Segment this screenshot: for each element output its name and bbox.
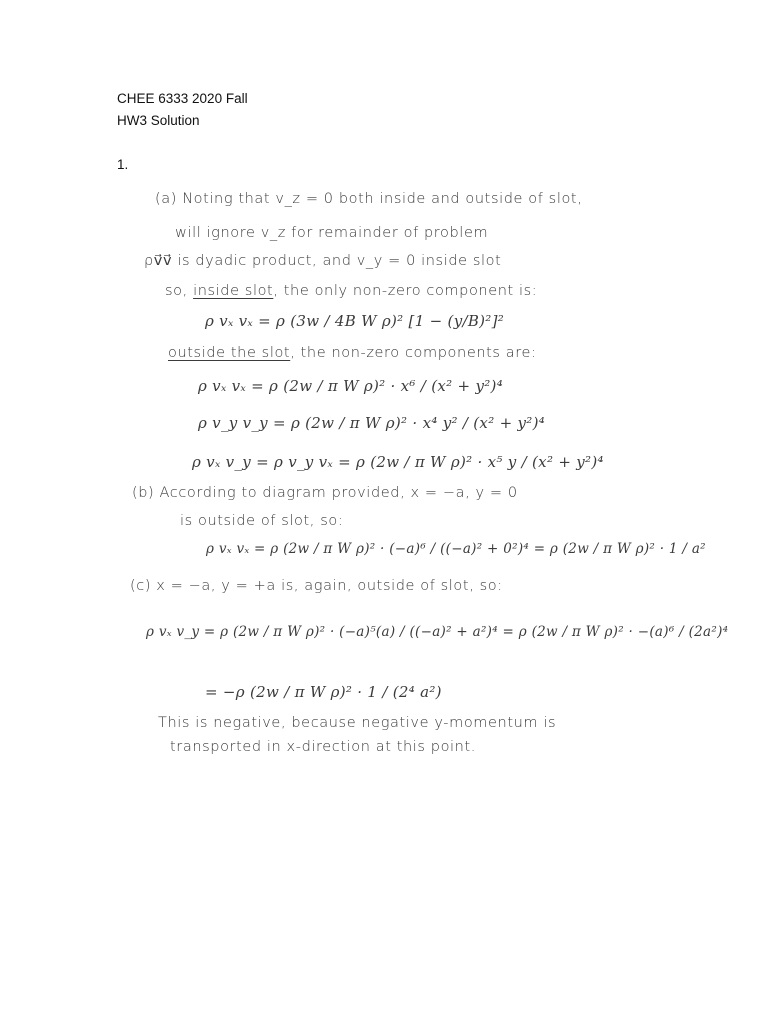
equation-inside-slot: ρ vₓ vₓ = ρ (3w / 4B W ρ)² [1 − (y/B)²]² [205,312,505,330]
part-a-line-4 [165,283,537,299]
part-b-line-1: (b) According to diagram provided, x = −a, y = 0 [132,485,518,501]
part-b-line-2: is outside of slot, so: [180,513,344,529]
equation-xy: ρ vₓ v_y = ρ v_y vₓ = ρ (2w / π W ρ)² · x⁵ y / (x² + y²)⁴ [192,453,604,471]
course-heading: CHEE 6333 2020 Fall [117,91,248,106]
conclusion-line-2: transported in x-direction at this point. [170,739,476,755]
so-text: so, [165,283,188,299]
outside-slot-underlined: outside the slot [168,345,291,361]
equation-part-c-2: = −ρ (2w / π W ρ)² · 1 / (2⁴ a²) [205,683,442,701]
equation-yy: ρ v_y v_y = ρ (2w / π W ρ)² · x⁴ y² / (x² + y²)⁴ [198,414,546,432]
only-component-text: , the only non-zero component is: [273,283,538,299]
equation-xx: ρ vₓ vₓ = ρ (2w / π W ρ)² · x⁶ / (x² + y²)⁴ [198,377,504,395]
outside-slot-line [168,345,537,361]
equation-part-c-1: ρ vₓ v_y = ρ (2w / π W ρ)² · (−a)⁵(a) / ((−a)² + a²)⁴ = ρ (2w / π W ρ)² · −(a)⁶ / (2a²)⁴ [146,624,729,640]
part-a-line-2: will ignore v_z for remainder of problem [175,225,489,241]
part-a-line-3: ρv⃗v⃗ is dyadic product, and v_y = 0 inside slot [144,253,502,269]
components-text: , the non-zero components are: [290,345,537,361]
part-a-line-1: (a) Noting that v_z = 0 both inside and outside of slot, [155,191,583,207]
document-title: HW3 Solution [117,113,200,128]
problem-number: 1. [117,157,129,172]
conclusion-line-1: This is negative, because negative y-momentum is [158,715,557,731]
part-c-line-1: (c) x = −a, y = +a is, again, outside of slot, so: [130,578,503,594]
inside-slot-underlined: inside slot [193,283,274,299]
equation-part-b: ρ vₓ vₓ = ρ (2w / π W ρ)² · (−a)⁶ / ((−a)² + 0²)⁴ = ρ (2w / π W ρ)² · 1 / a² [206,541,706,557]
